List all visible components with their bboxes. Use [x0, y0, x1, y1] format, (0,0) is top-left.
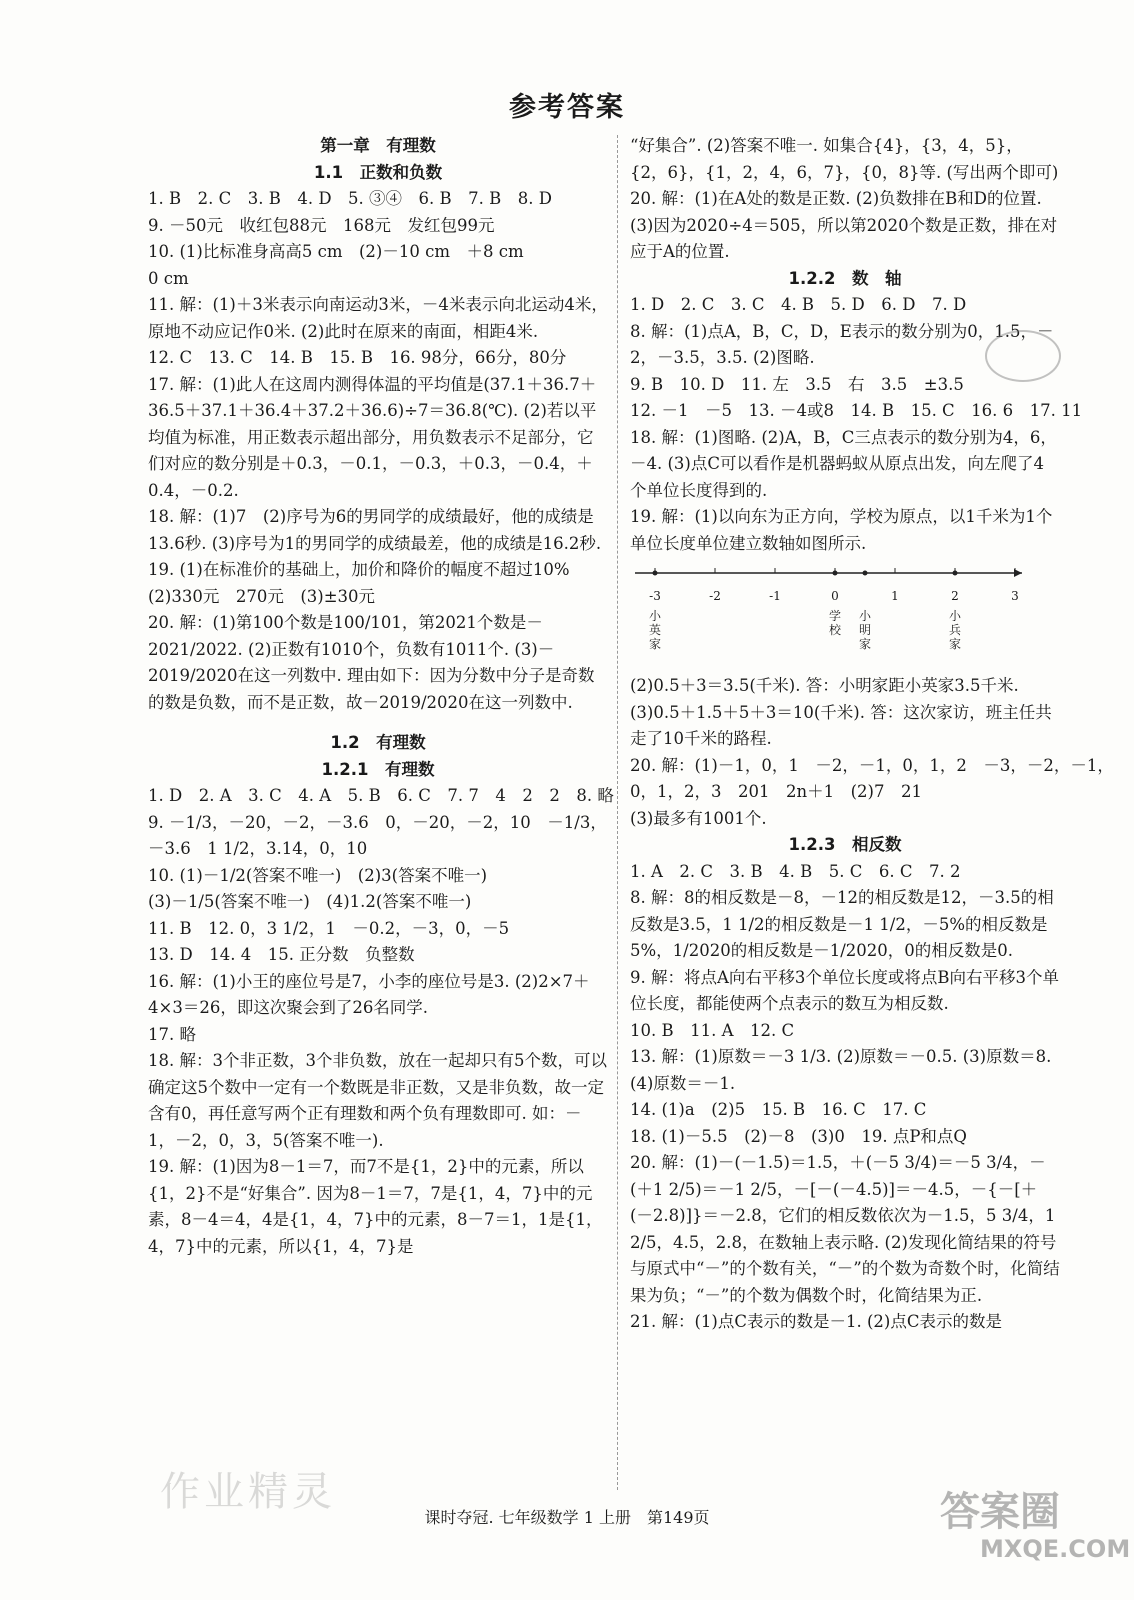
watermark-right: 答案圈 — [940, 1488, 1060, 1535]
answer-line: 0 cm — [148, 268, 189, 288]
answer-line: 12. C 13. C 14. B 15. B 16. 98分，66分，80分 — [148, 348, 567, 367]
answer-paragraph: 20. 解：(1)－(－1.5)＝1.5，＋(－5 3/4)＝－5 3/4，－(＋1 2/5)＝－1 2/5，－[－(－4.5)]＝－4.5，－{－[＋(－2.8)]}＝－2.8，它们的相反数依次为－1.5，5 3/4，1 2/5，4.5，2.8，在数轴上表示略. (2)发现化简结果的符号与原式中“－”的个数有关，“－”的个数为奇数个时，化简结果为负；“－”的个数为偶数个时，化简结果为正. — [630, 1153, 1060, 1305]
answer-paragraph: 9. －1/3，－20，－2，－3.6 0，－20，－2，10 －1/3，－3.6 1 1/2，3.14，0，10 — [148, 812, 607, 858]
stamp-watermark — [985, 330, 1061, 382]
answer-paragraph: 11. 解：(1)＋3米表示向南运动3米，－4米表示向北运动4米，原地不动应记作0米. (2)此时在原来的南面，相距4米. — [148, 295, 608, 341]
axis-tick-label: 2 — [951, 589, 959, 603]
section-heading: 1.2.2 数 轴 — [788, 268, 902, 288]
answer-paragraph: 16. 解：(1)小王的座位号是7，小李的座位号是3. (2)2×7＋4×3＝26，即这次聚会到了26名同学. — [148, 971, 590, 1017]
answer-paragraph: 17. 解：(1)此人在这周内测得体温的平均值是(37.1＋36.7＋36.5＋37.1＋36.4＋37.2＋36.6)÷7＝36.8(℃). (2)若以平均值为标准，用正数表示超出部分，用负数表示不足部分，它们对应的数分别是＋0.3，－0.1，－0.3，＋0.3，－0.4，＋0.4，－0.2. — [148, 374, 597, 500]
answer-paragraph: (2)0.5＋3＝3.5(千米). 答：小明家距小英家3.5千米. (3)0.5＋1.5＋5＋3＝10(千米). 答：这次家访，班主任共走了10千米的路程. — [630, 676, 1052, 748]
axis-point — [863, 571, 868, 576]
section-heading: 第一章 有理数 — [320, 136, 436, 155]
axis-tick-label: -2 — [709, 589, 721, 603]
answer-paragraph: 19. 解：(1)以向东为正方向，学校为原点，以1千米为1个单位长度单位建立数轴如图所示. — [630, 507, 1053, 553]
axis-point — [953, 571, 958, 576]
right-column — [630, 133, 1114, 1336]
axis-point — [653, 571, 658, 576]
answer-line: (3)－1/5(答案不唯一) (4)1.2(答案不唯一) — [148, 892, 472, 911]
answer-line: 1. B 2. C 3. B 4. D 5. ③④ 6. B 7. B 8. D — [148, 189, 552, 208]
section-heading: 1.1 正数和负数 — [313, 162, 443, 182]
answer-line: 12. －1 －5 13. －4或8 14. B 15. C 16. 6 17. 11 — [630, 401, 1083, 420]
answer-line: 10. B 11. A 12. C — [630, 1020, 795, 1040]
answer-line: 10. (1)－1/2(答案不唯一) (2)3(答案不唯一) — [148, 865, 488, 885]
answer-line: 20. 解：(1)－1，0，1 －2，－1，0，1，2 －3，－2，－1， — [630, 755, 1114, 775]
answer-line: 1. A 2. C 3. B 4. B 5. C 6. C 7. 2 — [630, 861, 961, 881]
answer-paragraph: 8. 解：(1)点A，B，C，D，E表示的数分别为0，1.5，－2，－3.5，3.5. (2)图略. — [630, 321, 1054, 367]
answer-paragraph: 18. 解：3个非正数，3个非负数，放在一起却只有5个数，可以确定这5个数中一定有一个数既是非正数，又是非负数，故一定含有0，再任意写两个正有理数和两个负有理数即可. 如：－1，－2，0，3，5(答案不唯一). — [148, 1051, 607, 1150]
answer-line: 1. D 2. C 3. C 4. B 5. D 6. D 7. D — [630, 295, 967, 314]
answer-paragraph: 13. 解：(1)原数＝－3 1/3. (2)原数＝－0.5. (3)原数＝8. (4)原数＝－1. — [630, 1047, 1052, 1093]
answer-line: 14. (1)a (2)5 15. B 16. C 17. C — [630, 1100, 927, 1119]
axis-point — [833, 571, 838, 576]
place-label: 小明家 — [858, 609, 871, 651]
answer-line: 9. B 10. D 11. 左 3.5 右 3.5 ±3.5 — [630, 374, 964, 394]
answer-line: 10. (1)比标准身高高5 cm (2)－10 cm ＋8 cm — [148, 242, 524, 261]
number-line — [630, 561, 1030, 585]
page-footer: 课时夺冠. 七年级数学 1 上册 第149页 — [424, 1508, 710, 1527]
place-label: 小兵家 — [948, 609, 961, 651]
section-heading: 1.2.1 有理数 — [321, 759, 435, 779]
answer-line: 9. －50元 收红包88元 168元 发红包99元 — [148, 215, 495, 235]
place-label: 学校 — [828, 609, 841, 637]
answer-paragraph: 18. 解：(1)图略. (2)A，B，C三点表示的数分别为4，6，－4. (3)点C可以看作是机器蚂蚁从原点出发，向左爬了4个单位长度得到的. — [630, 427, 1057, 500]
section-heading: 1.2.3 相反数 — [788, 835, 902, 854]
answer-line: 1. D 2. A 3. C 4. A 5. B 6. C 7. 7 4 2 2 8. 略 — [148, 786, 614, 805]
place-label: 小英家 — [648, 609, 661, 651]
answer-line: 11. B 12. 0，3 1/2，1 －0.2，－3，0，－5 — [148, 918, 510, 938]
answer-paragraph: 8. 解：8的相反数是－8，－12的相反数是12，－3.5的相反数是3.5，1 1/2的相反数是－1 1/2，－5%的相反数是5%，1/2020的相反数是－1/2020，0的相反数是0. — [630, 888, 1054, 960]
watermark-site: MXQE.COM — [980, 1535, 1131, 1563]
answer-paragraph: 18. 解：(1)7 (2)序号为6的男同学的成绩最好，他的成绩是13.6秒. (3)序号为1的男同学的成绩最差，他的成绩是16.2秒. — [148, 507, 602, 553]
number-line-figure — [630, 561, 1060, 671]
answer-paragraph: 20. 解：(1)第100个数是100/101，第2021个数是－2021/2022. (2)正数有1010个，负数有1011个. (3)－2019/2020在这一列数中. 理由如下：因为分数中分子是奇数的数是负数，而不是正数，故－2019/2020在这一列数中. — [148, 613, 595, 712]
page-title: 参考答案 — [509, 92, 625, 123]
answer-paragraph: 20. 解：(1)在A处的数是正数. (2)负数排在B和D的位置. (3)因为2020÷4＝505，所以第2020个数是正数，排在对应于A的位置. — [630, 189, 1058, 261]
left-column — [148, 133, 614, 1260]
answer-paragraph: 9. 解：将点A向右平移3个单位长度或将点B向右平移3个单位长度，都能使两个点表示的数互为相反数. — [630, 967, 1060, 1013]
axis-tick-label: 1 — [891, 589, 899, 603]
answer-line: (3)最多有1001个. — [630, 808, 767, 828]
answer-paragraph: 19. (1)在标准价的基础上，加价和降价的幅度不超过10% (2)330元 270元 (3)±30元 — [148, 560, 587, 606]
watermark-left: 作业精灵 — [160, 1469, 336, 1515]
column-divider — [617, 135, 618, 1490]
answer-paragraph: 19. 解：(1)因为8－1＝7，而7不是{1，2}中的元素，所以{1，2}不是“好集合”. 因为8－1＝7，7是{1，4，7}中的元素，8－4＝4，4是{1，4，7}中的元素，8－7＝1，1是{1，4，7}中的元素，所以{1，4，7}是 — [148, 1157, 603, 1256]
section-heading: 1.2 有理数 — [330, 733, 426, 752]
axis-tick-label: 0 — [831, 589, 839, 603]
answer-line: 0，1，2，3 201 2n＋1 (2)7 21 — [630, 782, 922, 801]
answer-line: 13. D 14. 4 15. 正分数 负整数 — [148, 945, 415, 964]
axis-tick-label: -3 — [649, 589, 661, 603]
answer-line: 21. 解：(1)点C表示的数是－1. (2)点C表示的数是 — [630, 1312, 1002, 1331]
spacer — [148, 716, 608, 730]
answer-paragraph: “好集合”. (2)答案不唯一. 如集合{4}，{3，4，5}，{2，6}，{1，2，4，6，7}，{0，8}等. (写出两个即可) — [630, 136, 1059, 182]
axis-tick-label: 3 — [1011, 589, 1019, 603]
answer-line: 18. (1)－5.5 (2)－8 (3)0 19. 点P和点Q — [630, 1126, 967, 1146]
axis-tick-label: -1 — [769, 589, 781, 603]
answer-line: 17. 略 — [148, 1024, 196, 1044]
